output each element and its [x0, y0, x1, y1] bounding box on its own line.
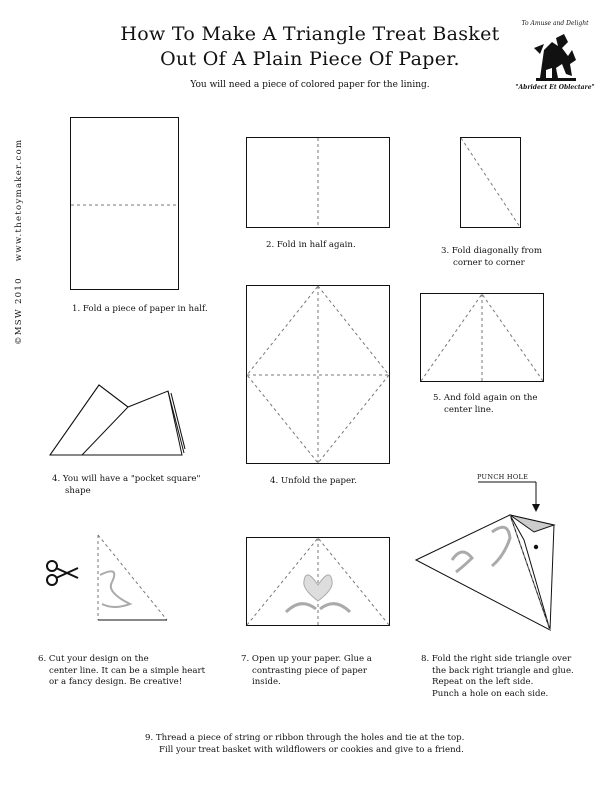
- side-copyright-text: ©MSW 2010 www.thetoymaker.com: [14, 138, 24, 345]
- step4b-diagram: [246, 285, 391, 465]
- step4-line1: 4. You will have a "pocket square": [52, 474, 201, 484]
- step9-caption: [145, 733, 585, 756]
- step6-line3: or a fancy design. Be creative!: [49, 677, 183, 687]
- step7-line1: 7. Open up your paper. Glue a: [241, 654, 372, 664]
- step5-line2: center line.: [444, 404, 494, 415]
- step9-line1: 9. Thread a piece of string or ribbon through the holes and tie at the top.: [145, 733, 465, 743]
- step3-line2: corner to corner: [453, 257, 525, 268]
- step8-diagram: [412, 470, 572, 635]
- punch-hole-label: PUNCH HOLE: [477, 473, 529, 481]
- step4-line2: shape: [65, 485, 91, 496]
- step9-line2: Fill your treat basket with wildflowers or cookies and give to a friend.: [159, 744, 464, 755]
- step1-caption: 1. Fold a piece of paper in half.: [72, 304, 208, 314]
- logo-motto-bottom: "Abridect Et Oblectare": [515, 84, 595, 91]
- step5-caption: [433, 393, 538, 416]
- step1-diagram: [70, 117, 180, 292]
- side-copyright: [4, 90, 24, 350]
- step6-diagram: [40, 530, 180, 625]
- step2-caption: 2. Fold in half again.: [266, 240, 356, 250]
- step8-line4: Punch a hole on each side.: [432, 688, 549, 699]
- step8-caption: [421, 654, 574, 700]
- step4-caption: [52, 474, 200, 497]
- logo: [510, 20, 600, 95]
- step3-caption: [441, 246, 542, 269]
- scissors-icon: [47, 561, 78, 585]
- logo-motto-top: To Amuse and Delight: [521, 20, 589, 27]
- step5-line1: 5. And fold again on the: [433, 393, 538, 403]
- step4-diagram: [46, 383, 186, 458]
- title-line-1: How To Make A Triangle Treat Basket: [120, 23, 500, 45]
- step7-line2: contrasting piece of paper: [252, 665, 367, 676]
- step7-line3: inside.: [252, 677, 281, 687]
- page-title: [110, 22, 510, 72]
- step4b-caption: 4. Unfold the paper.: [270, 476, 357, 486]
- step6-line1: 6. Cut your design on the: [38, 654, 149, 664]
- step8-line1: 8. Fold the right side triangle over: [421, 654, 572, 664]
- step6-caption: [38, 654, 205, 689]
- step8-line2: the back right triangle and glue.: [432, 665, 574, 676]
- step7-diagram: [246, 537, 391, 627]
- step7-caption: [241, 654, 372, 689]
- step8-line3: Repeat on the left side.: [432, 677, 534, 687]
- step5-diagram: [420, 293, 545, 383]
- step2-diagram: [246, 137, 391, 229]
- step3-diagram: [460, 137, 522, 229]
- subtitle: You will need a piece of colored paper for the lining.: [190, 80, 430, 90]
- title-line-2: Out Of A Plain Piece Of Paper.: [160, 48, 460, 70]
- step3-line1: 3. Fold diagonally from: [441, 246, 542, 256]
- step6-line2: center line. It can be a simple heart: [49, 665, 206, 676]
